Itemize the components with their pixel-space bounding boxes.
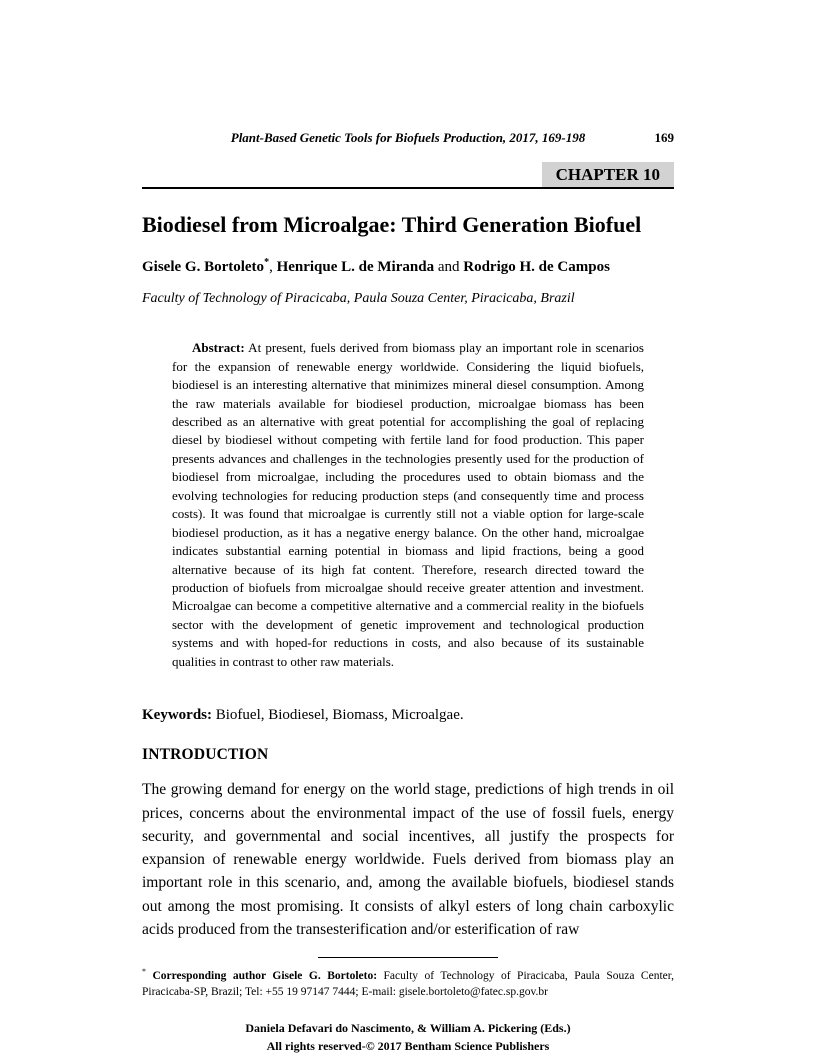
abstract-label: Abstract: xyxy=(192,340,245,356)
chapter-rule xyxy=(142,162,674,189)
abstract-text: At present, fuels derived from biomass play an important role in scenarios for the expansion of renewable energy worldwide. Considering the liquid biofuels, biodiesel is an interesting alternative that minimizes mineral diesel consumption. Among the raw materials available for biodiesel production, microalgae biomass has been described as an alternative with great potential for accomplishing the goal of replacing diesel by biodiesel without competing with fertile land for food production. This paper presents advances and challenges in the technologies presently used for the production of biodiesel from microalgae, including the procedures used to obtain biomass and the evolving technologies for reducing production steps (and consequently time and process costs). It was found that microalgae is currently still not a viable option for large-scale biodiesel production, as it has a negative energy balance. On the other hand, microalgae indicates substantial earning potential in biomass and lipid fractions, being a good alternative because of its high fat content. Therefore, research directed toward the production of biofuels from microalgae should receive greater attention and investment. Microalgae can become a competitive alternative and a commercial reality in the biofuels sector with the development of genetic improvement and technological production systems and with hoped-for reductions in costs, and also because of its sustainable qualities in contrast to other raw materials. xyxy=(172,340,644,669)
footer-copyright-line: All rights reserved-© 2017 Bentham Science Publishers xyxy=(266,1038,550,1053)
author-2: Henrique L. de Miranda xyxy=(276,259,435,276)
chapter-title: Biodiesel from Microalgae: Third Generation Biofuel xyxy=(142,212,642,238)
affiliation: Faculty of Technology of Piracicaba, Paula Souza Center, Piracicaba, Brazil xyxy=(142,291,575,307)
abstract xyxy=(172,339,644,671)
keywords xyxy=(142,707,674,724)
intro-paragraph: The growing demand for energy on the world stage, predictions of high trends in oil prices, concerns about the environmental impact of the use of fossil fuels, energy security, and governmental and social incentives, all justify the prospects for expansion of renewable energy worldwide. Fuels derived from biomass play an important role in this scenario, and, among the available biofuels, biodiesel stands out among the most promising. It consists of alkyl esters of long chain carboxylic acids produced from the transesterification and/or esterification of raw xyxy=(142,781,674,938)
publisher-footer xyxy=(142,1019,674,1055)
footnote-bold: Corresponding author Gisele G. Bortoleto: xyxy=(146,969,378,982)
page-number: 169 xyxy=(654,130,674,145)
running-head xyxy=(142,130,674,146)
section-heading-introduction: INTRODUCTION xyxy=(142,746,269,764)
chapter-badge: CHAPTER 10 xyxy=(542,162,674,187)
author-separator-2: and xyxy=(434,259,464,276)
authors-line xyxy=(142,257,674,276)
keywords-label: Keywords: xyxy=(142,707,212,724)
corresponding-author-marker: * xyxy=(264,257,270,269)
footnote-marker: * xyxy=(142,967,146,977)
running-head-title: Plant-Based Genetic Tools for Biofuels Production, 2017, 169-198 xyxy=(230,130,586,145)
author-separator-1: , xyxy=(269,259,277,276)
author-3: Rodrigo H. de Campos xyxy=(463,259,610,276)
footnote xyxy=(142,966,674,1001)
footer-editors-line: Daniela Defavari do Nascimento, & William A. Pickering (Eds.) xyxy=(245,1020,571,1035)
footnote-rule xyxy=(318,957,499,958)
footnote-text: Faculty of Technology of Piracicaba, Paula Souza Center, Piracicaba-SP, Brazil; Tel: +55 19 97147 7444; E-mail: gisele.bortoleto@fatec.sp.gov.br xyxy=(142,969,674,998)
author-1: Gisele G. Bortoleto* xyxy=(142,257,270,276)
keywords-text: Biofuel, Biodiesel, Biomass, Microalgae. xyxy=(212,707,464,724)
